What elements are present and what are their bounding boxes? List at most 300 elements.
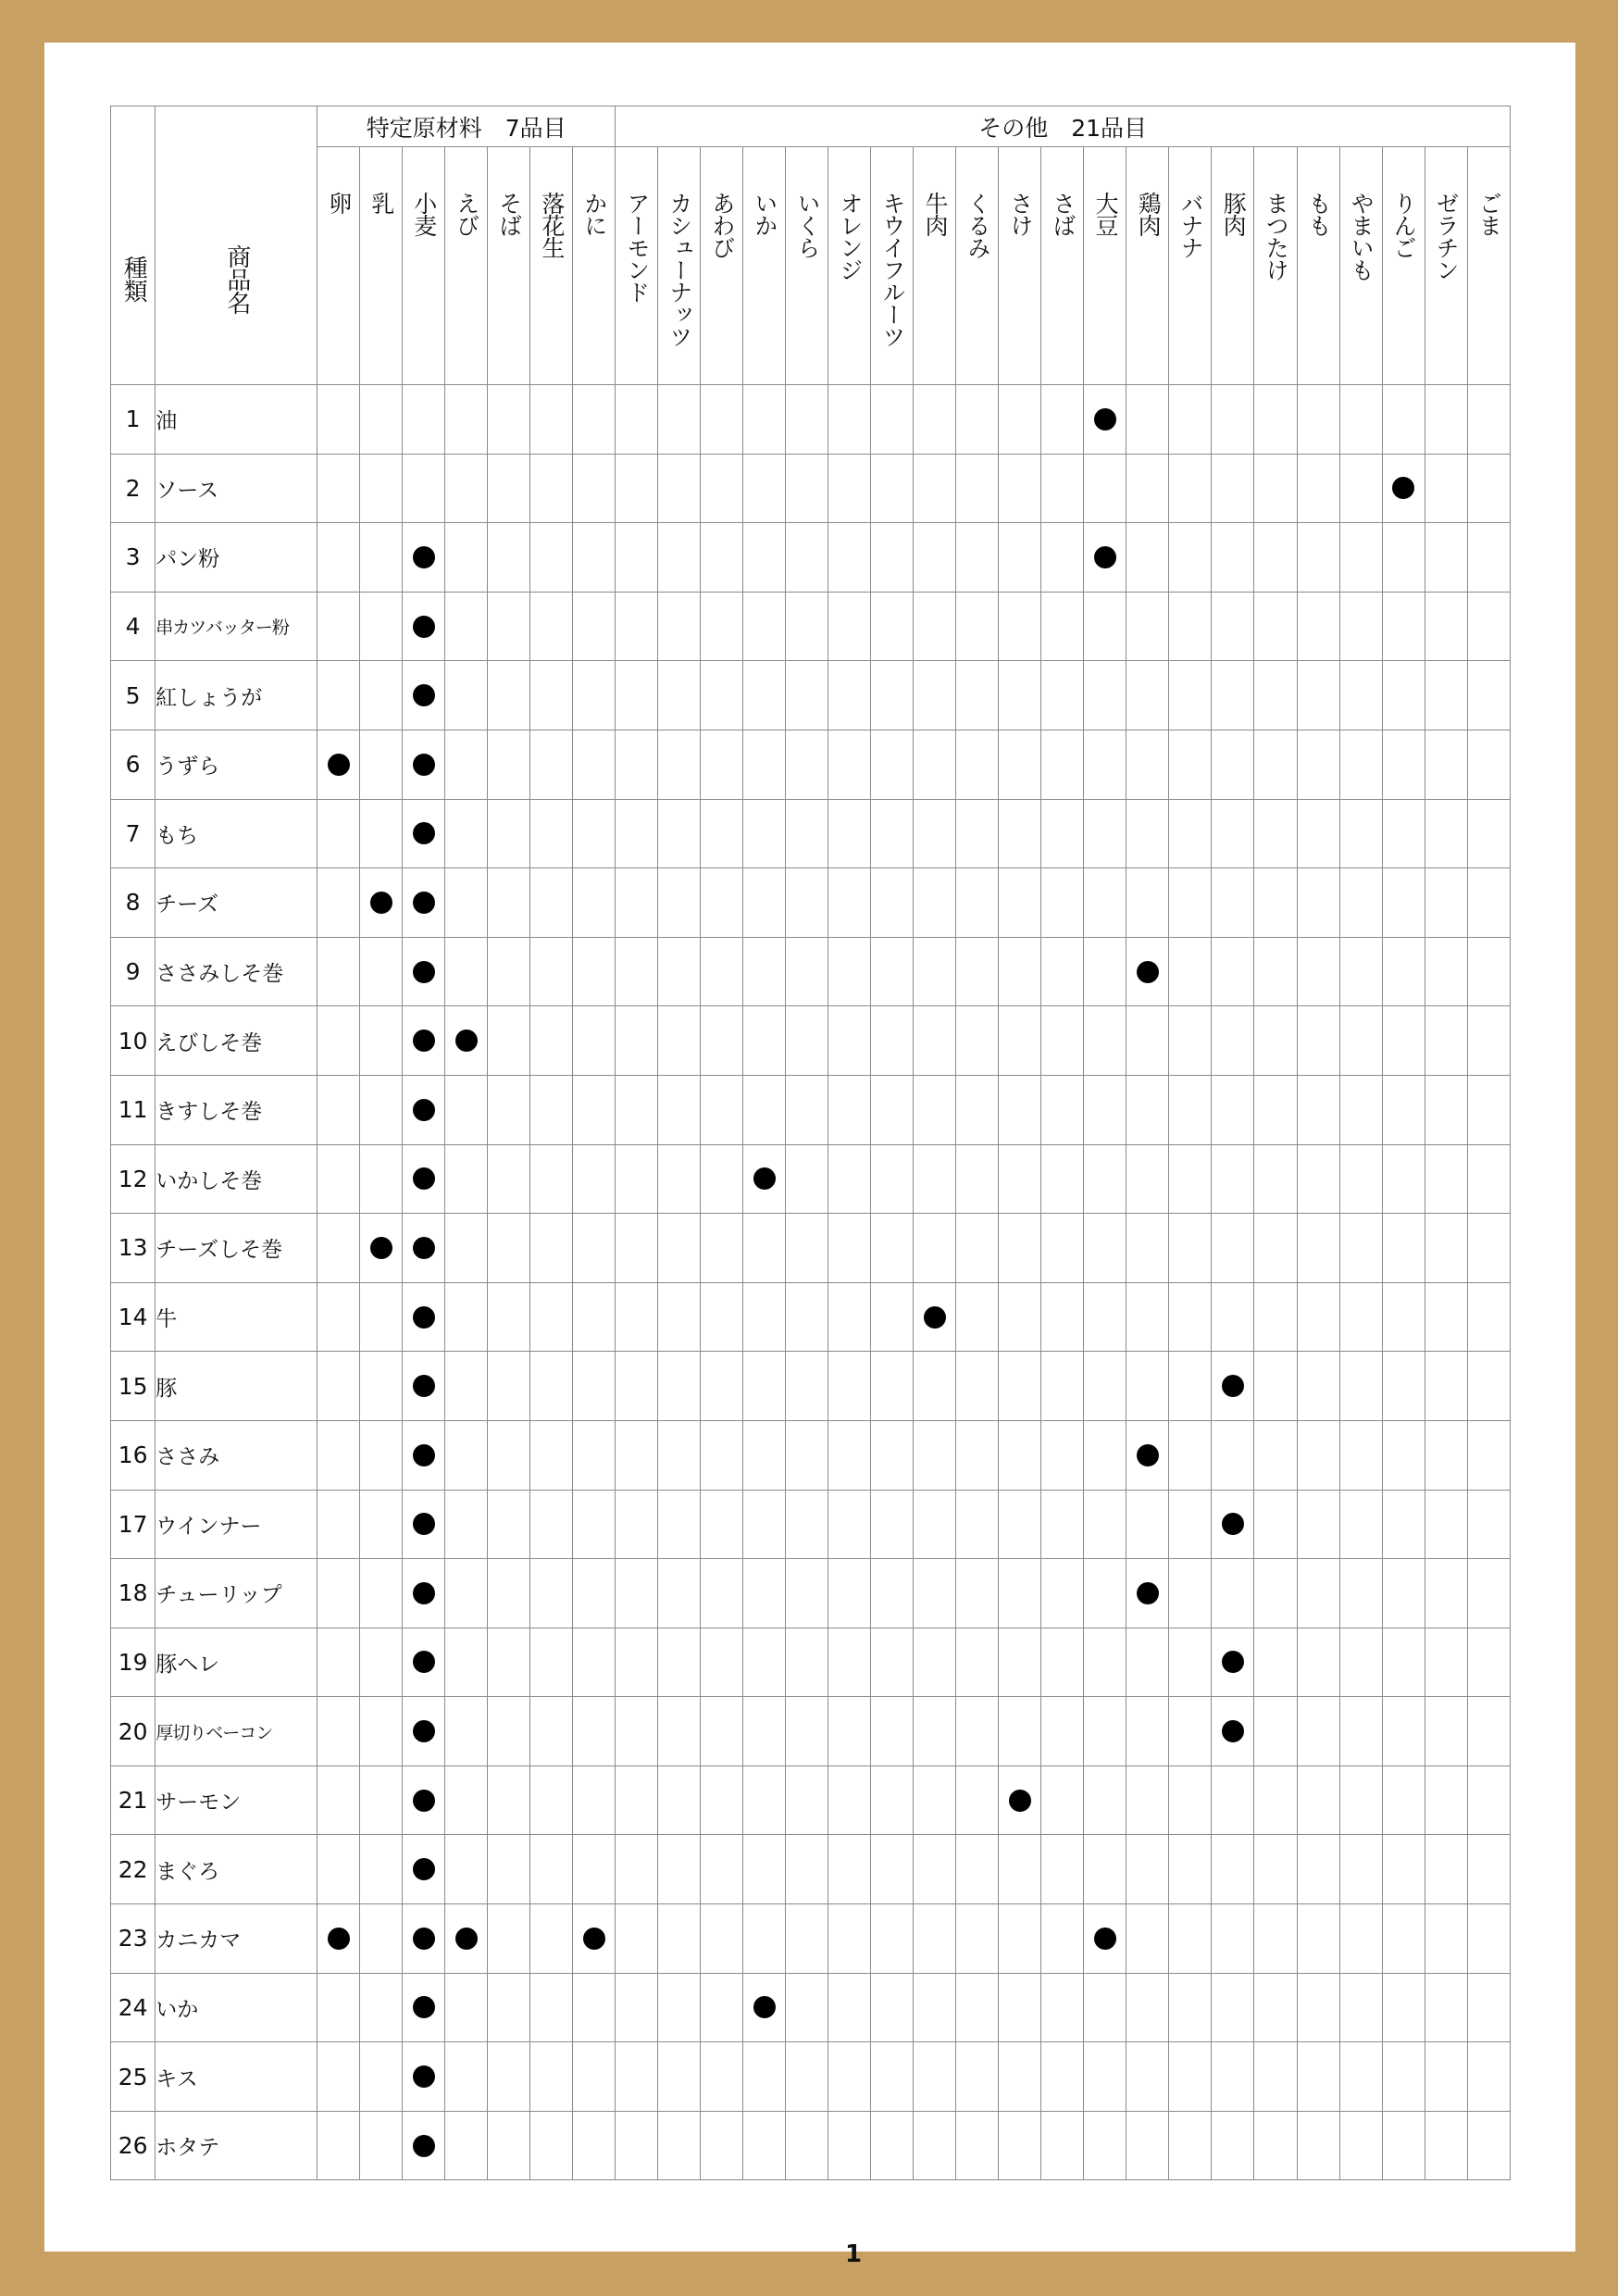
allergen-cell: [1169, 523, 1212, 593]
allergen-cell: [1339, 1766, 1382, 1835]
allergen-cell: [573, 868, 616, 938]
allergen-cell: [1212, 1075, 1254, 1144]
allergen-cell: [445, 1075, 488, 1144]
allergen-cell: [743, 1559, 786, 1628]
allergen-name-row: [111, 147, 1511, 385]
allergen-cell: [616, 592, 658, 661]
allergen-cell: [403, 2111, 445, 2180]
allergen-cell: [573, 799, 616, 868]
allergen-cell: [1339, 1490, 1382, 1559]
allergen-cell: [999, 1420, 1041, 1490]
contains-mark-icon: [1392, 477, 1414, 499]
allergen-cell: [786, 523, 828, 593]
allergen-cell: [317, 1006, 360, 1076]
allergen-cell: [743, 1352, 786, 1421]
allergen-cell: [1084, 730, 1126, 799]
allergen-column-header: [360, 147, 403, 385]
allergen-cell: [445, 799, 488, 868]
allergen-cell: [999, 799, 1041, 868]
allergen-cell: [1254, 1282, 1297, 1352]
allergen-cell: [360, 730, 403, 799]
allergen-cell: [1382, 1214, 1425, 1283]
allergen-cell: [956, 1282, 999, 1352]
allergen-cell: [871, 1973, 914, 2042]
allergen-cell: [658, 730, 701, 799]
allergen-column-header: [1467, 147, 1510, 385]
allergen-cell: [573, 2111, 616, 2180]
contains-mark-icon: [413, 1582, 435, 1604]
allergen-cell: [445, 1490, 488, 1559]
allergen-cell: [1212, 1420, 1254, 1490]
allergen-cell: [1169, 2042, 1212, 2112]
allergen-name: 豚肉: [1220, 192, 1248, 236]
allergen-cell: [871, 2042, 914, 2112]
allergen-column-header: [1126, 147, 1169, 385]
contains-mark-icon: [455, 1928, 478, 1950]
contains-mark-icon: [413, 1099, 435, 1121]
allergen-cell: [701, 1282, 743, 1352]
contains-mark-icon: [1137, 1444, 1159, 1466]
allergen-cell: [1382, 1559, 1425, 1628]
allergen-cell: [999, 2042, 1041, 2112]
allergen-column-header: [1339, 147, 1382, 385]
allergen-cell: [786, 868, 828, 938]
allergen-cell: [573, 1352, 616, 1421]
allergen-cell: [956, 937, 999, 1006]
product-name: 厚切りベーコン: [156, 1697, 317, 1766]
row-number: 10: [111, 1006, 156, 1076]
allergen-cell: [914, 1075, 956, 1144]
allergen-cell: [701, 1697, 743, 1766]
allergen-cell: [360, 2111, 403, 2180]
allergen-cell: [701, 1490, 743, 1559]
table-row: [111, 730, 1511, 799]
allergen-cell: [360, 1835, 403, 1904]
allergen-cell: [828, 1214, 871, 1283]
table-row: [111, 1214, 1511, 1283]
allergen-cell: [1126, 523, 1169, 593]
allergen-cell: [871, 1352, 914, 1421]
allergen-cell: [1041, 1835, 1084, 1904]
table-row: [111, 799, 1511, 868]
allergen-cell: [573, 1214, 616, 1283]
allergen-cell: [360, 1766, 403, 1835]
allergen-cell: [871, 1282, 914, 1352]
allergen-cell: [445, 523, 488, 593]
allergen-cell: [786, 1628, 828, 1697]
allergen-cell: [786, 1559, 828, 1628]
allergen-cell: [999, 868, 1041, 938]
allergen-cell: [914, 1490, 956, 1559]
allergen-cell: [701, 1973, 743, 2042]
contains-mark-icon: [583, 1928, 605, 1950]
product-name: 串カツバッター粉: [156, 592, 317, 661]
allergen-cell: [616, 1559, 658, 1628]
allergen-name: そば: [495, 192, 523, 236]
allergen-cell: [403, 1075, 445, 1144]
allergen-cell: [1254, 1904, 1297, 1974]
allergen-cell: [1041, 592, 1084, 661]
allergen-cell: [360, 937, 403, 1006]
row-number: 23: [111, 1904, 156, 1974]
allergen-cell: [1254, 1697, 1297, 1766]
allergen-cell: [701, 937, 743, 1006]
allergen-cell: [1041, 1352, 1084, 1421]
allergen-cell: [1297, 1766, 1339, 1835]
allergen-cell: [1126, 1835, 1169, 1904]
allergen-cell: [445, 1214, 488, 1283]
allergen-cell: [1382, 1973, 1425, 2042]
allergen-cell: [956, 730, 999, 799]
name-header-label: 商品名: [222, 243, 251, 314]
allergen-cell: [1041, 1144, 1084, 1214]
allergen-cell: [530, 1973, 573, 2042]
allergen-cell: [828, 385, 871, 455]
allergen-cell: [360, 1420, 403, 1490]
allergen-cell: [871, 661, 914, 730]
allergen-cell: [1467, 730, 1510, 799]
allergen-cell: [1425, 730, 1467, 799]
allergen-name: 小麦: [410, 192, 438, 236]
allergen-cell: [743, 523, 786, 593]
allergen-cell: [1382, 1282, 1425, 1352]
allergen-cell: [701, 1835, 743, 1904]
allergen-cell: [743, 1490, 786, 1559]
allergen-cell: [999, 1352, 1041, 1421]
allergen-cell: [530, 1006, 573, 1076]
allergen-cell: [701, 1559, 743, 1628]
row-number: 4: [111, 592, 156, 661]
allergen-cell: [1297, 1420, 1339, 1490]
allergen-cell: [573, 592, 616, 661]
allergen-cell: [999, 937, 1041, 1006]
allergen-cell: [999, 730, 1041, 799]
allergen-cell: [999, 1697, 1041, 1766]
allergen-cell: [828, 1006, 871, 1076]
allergen-cell: [1041, 1904, 1084, 1974]
allergen-column-header: [1169, 147, 1212, 385]
allergen-cell: [616, 1904, 658, 1974]
allergen-cell: [488, 1697, 530, 1766]
allergen-cell: [317, 592, 360, 661]
allergen-cell: [530, 1766, 573, 1835]
allergen-name: もも: [1305, 192, 1333, 236]
allergen-cell: [616, 661, 658, 730]
allergen-cell: [1339, 1973, 1382, 2042]
allergen-cell: [956, 385, 999, 455]
allergen-cell: [743, 1144, 786, 1214]
allergen-cell: [1084, 523, 1126, 593]
allergen-cell: [1169, 385, 1212, 455]
allergen-cell: [488, 1628, 530, 1697]
allergen-column-header: [1212, 147, 1254, 385]
allergen-cell: [403, 1352, 445, 1421]
contains-mark-icon: [413, 892, 435, 914]
allergen-cell: [1254, 523, 1297, 593]
allergen-cell: [1169, 1282, 1212, 1352]
allergen-cell: [403, 1006, 445, 1076]
allergen-cell: [1254, 1490, 1297, 1559]
allergen-cell: [1084, 1144, 1126, 1214]
allergen-cell: [445, 592, 488, 661]
row-number: 24: [111, 1973, 156, 2042]
allergen-cell: [1339, 1214, 1382, 1283]
allergen-cell: [1382, 2042, 1425, 2112]
allergen-cell: [1126, 1766, 1169, 1835]
allergen-cell: [658, 799, 701, 868]
allergen-cell: [445, 1973, 488, 2042]
table-row: [111, 1282, 1511, 1352]
allergen-cell: [360, 1559, 403, 1628]
allergen-cell: [914, 1697, 956, 1766]
contains-mark-icon: [413, 1375, 435, 1397]
type-header-label: 種類: [119, 256, 148, 302]
allergen-cell: [1169, 454, 1212, 523]
allergen-cell: [488, 1904, 530, 1974]
row-number: 5: [111, 661, 156, 730]
allergen-cell: [1382, 1697, 1425, 1766]
allergen-cell: [1041, 1490, 1084, 1559]
allergen-cell: [956, 592, 999, 661]
allergen-cell: [360, 1904, 403, 1974]
allergen-cell: [1382, 1420, 1425, 1490]
allergen-cell: [1126, 1075, 1169, 1144]
allergen-cell: [1126, 1006, 1169, 1076]
contains-mark-icon: [413, 1237, 435, 1259]
product-name: 豚: [156, 1352, 317, 1421]
allergen-cell: [1297, 868, 1339, 938]
allergen-cell: [403, 799, 445, 868]
allergen-cell: [616, 1973, 658, 2042]
allergen-cell: [1297, 1559, 1339, 1628]
allergen-cell: [871, 523, 914, 593]
allergen-cell: [1297, 1628, 1339, 1697]
allergen-cell: [999, 1490, 1041, 1559]
allergen-cell: [1467, 1628, 1510, 1697]
allergen-cell: [1084, 1282, 1126, 1352]
allergen-cell: [360, 592, 403, 661]
allergen-cell: [999, 1835, 1041, 1904]
allergen-cell: [1169, 1559, 1212, 1628]
allergen-cell: [1297, 1214, 1339, 1283]
allergen-cell: [658, 1835, 701, 1904]
allergen-cell: [743, 1214, 786, 1283]
allergen-name: ごま: [1475, 192, 1503, 236]
allergen-cell: [317, 2042, 360, 2112]
allergen-cell: [1254, 1766, 1297, 1835]
allergen-name: いくら: [793, 192, 821, 258]
allergen-cell: [1254, 1144, 1297, 1214]
allergen-cell: [1339, 730, 1382, 799]
row-number: 25: [111, 2042, 156, 2112]
contains-mark-icon: [1094, 1928, 1116, 1950]
allergen-cell: [743, 454, 786, 523]
allergen-cell: [999, 592, 1041, 661]
allergen-cell: [999, 385, 1041, 455]
allergen-cell: [488, 454, 530, 523]
allergen-cell: [1212, 937, 1254, 1006]
allergen-cell: [1339, 454, 1382, 523]
allergen-name: 卵: [325, 192, 353, 214]
allergen-cell: [999, 1144, 1041, 1214]
allergen-cell: [616, 1766, 658, 1835]
allergen-cell: [616, 1352, 658, 1421]
allergen-name: えび: [453, 192, 480, 236]
allergen-cell: [530, 2042, 573, 2112]
allergen-cell: [530, 799, 573, 868]
allergen-cell: [530, 1144, 573, 1214]
allergen-cell: [914, 1282, 956, 1352]
allergen-cell: [317, 1144, 360, 1214]
allergen-cell: [1126, 1420, 1169, 1490]
allergen-name: いか: [751, 192, 778, 236]
allergen-name: あわび: [708, 192, 736, 258]
allergen-column-header: [573, 147, 616, 385]
contains-mark-icon: [1094, 546, 1116, 568]
allergen-name: 大豆: [1092, 192, 1120, 236]
allergen-cell: [360, 523, 403, 593]
allergen-cell: [1041, 1973, 1084, 2042]
allergen-cell: [956, 799, 999, 868]
allergen-cell: [1169, 1973, 1212, 2042]
allergen-cell: [871, 868, 914, 938]
table-row: [111, 1835, 1511, 1904]
allergen-cell: [573, 1973, 616, 2042]
contains-mark-icon: [328, 754, 350, 776]
contains-mark-icon: [370, 1237, 392, 1259]
allergen-cell: [1169, 1144, 1212, 1214]
row-number: 21: [111, 1766, 156, 1835]
allergen-column-header: [786, 147, 828, 385]
allergen-cell: [658, 385, 701, 455]
allergen-cell: [828, 1835, 871, 1904]
row-number: 16: [111, 1420, 156, 1490]
allergen-cell: [530, 730, 573, 799]
allergen-cell: [1297, 1144, 1339, 1214]
allergen-cell: [1212, 1144, 1254, 1214]
allergen-cell: [488, 799, 530, 868]
allergen-cell: [1254, 1006, 1297, 1076]
allergen-cell: [1254, 1214, 1297, 1283]
product-name: ささみ: [156, 1420, 317, 1490]
allergen-cell: [786, 1420, 828, 1490]
allergen-cell: [786, 1144, 828, 1214]
allergen-cell: [1126, 1214, 1169, 1283]
allergen-column-header: [871, 147, 914, 385]
allergen-cell: [616, 523, 658, 593]
allergen-cell: [743, 1420, 786, 1490]
allergen-cell: [403, 937, 445, 1006]
allergen-cell: [1467, 385, 1510, 455]
allergen-name: くるみ: [965, 192, 991, 258]
allergen-cell: [1297, 523, 1339, 593]
allergen-cell: [828, 1697, 871, 1766]
allergen-cell: [914, 1214, 956, 1283]
allergen-name: バナナ: [1177, 192, 1205, 258]
allergen-cell: [317, 730, 360, 799]
allergen-cell: [1041, 661, 1084, 730]
allergen-cell: [956, 1697, 999, 1766]
allergen-cell: [445, 661, 488, 730]
allergen-cell: [956, 1559, 999, 1628]
contains-mark-icon: [413, 961, 435, 983]
allergen-cell: [1425, 1559, 1467, 1628]
allergen-cell: [743, 1628, 786, 1697]
allergen-cell: [1041, 1214, 1084, 1283]
allergen-cell: [1212, 1973, 1254, 2042]
contains-mark-icon: [413, 1651, 435, 1673]
allergen-cell: [914, 1559, 956, 1628]
row-number: 9: [111, 937, 156, 1006]
allergen-cell: [1126, 868, 1169, 938]
allergen-cell: [1467, 1352, 1510, 1421]
allergen-name: 鶏肉: [1135, 192, 1163, 236]
allergen-cell: [1254, 730, 1297, 799]
allergen-cell: [1339, 1075, 1382, 1144]
allergen-cell: [1169, 1904, 1212, 1974]
allergen-cell: [914, 523, 956, 593]
allergen-cell: [1212, 1697, 1254, 1766]
table-row: [111, 1144, 1511, 1214]
allergen-cell: [1212, 1628, 1254, 1697]
allergen-cell: [743, 1973, 786, 2042]
table-row: [111, 1628, 1511, 1697]
allergen-cell: [1382, 730, 1425, 799]
allergen-cell: [360, 1075, 403, 1144]
allergen-cell: [317, 1904, 360, 1974]
allergen-cell: [999, 1973, 1041, 2042]
allergen-cell: [871, 454, 914, 523]
allergen-cell: [317, 661, 360, 730]
allergen-cell: [828, 730, 871, 799]
allergen-cell: [1084, 1628, 1126, 1697]
allergen-cell: [1041, 1628, 1084, 1697]
row-number: 2: [111, 454, 156, 523]
allergen-cell: [1212, 592, 1254, 661]
contains-mark-icon: [413, 616, 435, 638]
allergen-cell: [786, 1973, 828, 2042]
allergen-cell: [956, 1420, 999, 1490]
allergen-column-header: [999, 147, 1041, 385]
allergen-cell: [1212, 661, 1254, 730]
allergen-cell: [914, 1420, 956, 1490]
row-number: 18: [111, 1559, 156, 1628]
table-row: [111, 937, 1511, 1006]
allergen-name: まつたけ: [1263, 192, 1290, 281]
contains-mark-icon: [413, 1858, 435, 1880]
allergen-cell: [828, 523, 871, 593]
allergen-cell: [1425, 1490, 1467, 1559]
allergen-cell: [658, 868, 701, 938]
allergen-cell: [445, 730, 488, 799]
allergen-cell: [914, 592, 956, 661]
table-row: [111, 385, 1511, 455]
allergen-cell: [1339, 1420, 1382, 1490]
allergen-cell: [1212, 523, 1254, 593]
allergen-cell: [360, 1282, 403, 1352]
allergen-cell: [956, 1214, 999, 1283]
allergen-cell: [1467, 799, 1510, 868]
allergen-cell: [1467, 1282, 1510, 1352]
allergen-cell: [530, 1835, 573, 1904]
allergen-cell: [1297, 1490, 1339, 1559]
contains-mark-icon: [1222, 1513, 1244, 1535]
contains-mark-icon: [413, 1029, 435, 1052]
allergen-cell: [1339, 1352, 1382, 1421]
allergen-column-header: [616, 147, 658, 385]
allergen-cell: [871, 1766, 914, 1835]
allergen-cell: [658, 661, 701, 730]
